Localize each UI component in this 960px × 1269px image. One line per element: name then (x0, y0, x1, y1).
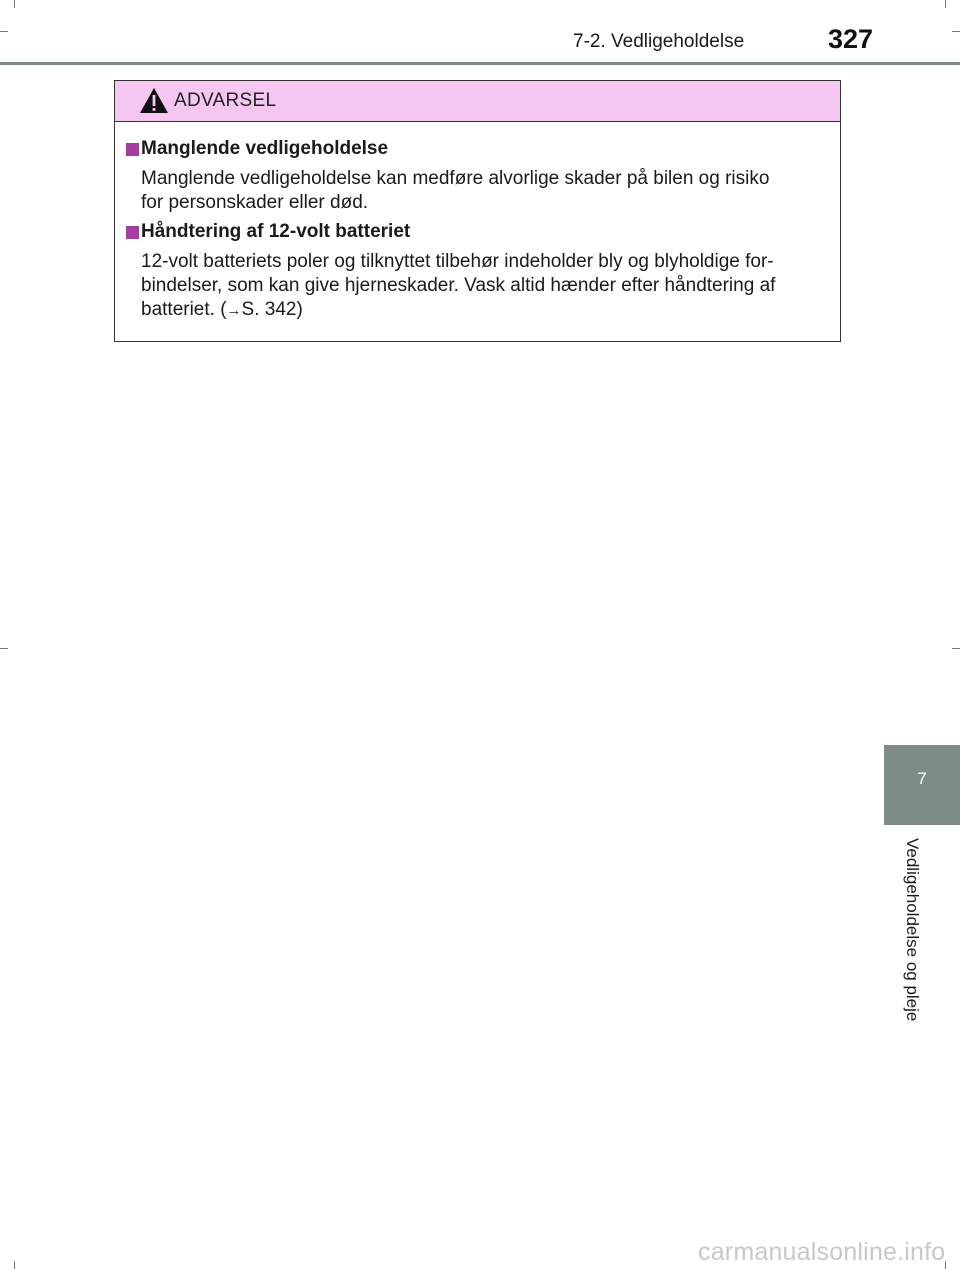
warning-triangle-icon (139, 87, 169, 114)
crop-mark (952, 648, 960, 649)
item-heading: Håndtering af 12-volt batteriet (141, 221, 411, 242)
bullet-square-icon (126, 226, 139, 239)
body-line: Manglende vedligeholdelse kan medføre alvorlige skader på bilen og risiko (141, 168, 770, 189)
page-number: 327 (828, 24, 874, 54)
crop-mark (0, 648, 8, 649)
item-body (141, 167, 827, 215)
warning-item (115, 221, 840, 320)
reference-prefix: batteriet. ( (141, 299, 227, 320)
body-line: bindelser, som kan give hjerneskader. Vask altid hænder efter håndtering af (141, 275, 776, 296)
crop-mark (14, 1261, 15, 1269)
page-reference-link[interactable]: S. 342) (241, 299, 303, 320)
body-line: for personskader eller død. (141, 192, 369, 213)
item-body (141, 250, 827, 323)
chapter-number: 7 (917, 769, 927, 788)
watermark: carmanualsonline.info (698, 1238, 946, 1266)
chapter-title: Vedligeholdelse og pleje (903, 838, 922, 1022)
warning-box (114, 80, 841, 342)
body-line: 12-volt batteriets poler og tilknyttet tilbehør indeholder bly og blyholdige for- (141, 251, 774, 272)
section-title: 7-2. Vedligeholdelse (573, 31, 745, 52)
warning-item (115, 138, 840, 213)
chapter-tab (884, 745, 960, 825)
warning-header (115, 81, 840, 122)
item-heading: Manglende vedligeholdelse (141, 138, 389, 159)
crop-mark (0, 31, 8, 32)
body-line (141, 298, 827, 323)
header-divider (0, 62, 960, 65)
crop-mark (945, 0, 946, 8)
bullet-square-icon (126, 143, 139, 156)
warning-title: ADVARSEL (174, 90, 277, 111)
crop-mark (952, 31, 960, 32)
arrow-right-icon: → (226, 302, 242, 319)
crop-mark (14, 0, 15, 8)
